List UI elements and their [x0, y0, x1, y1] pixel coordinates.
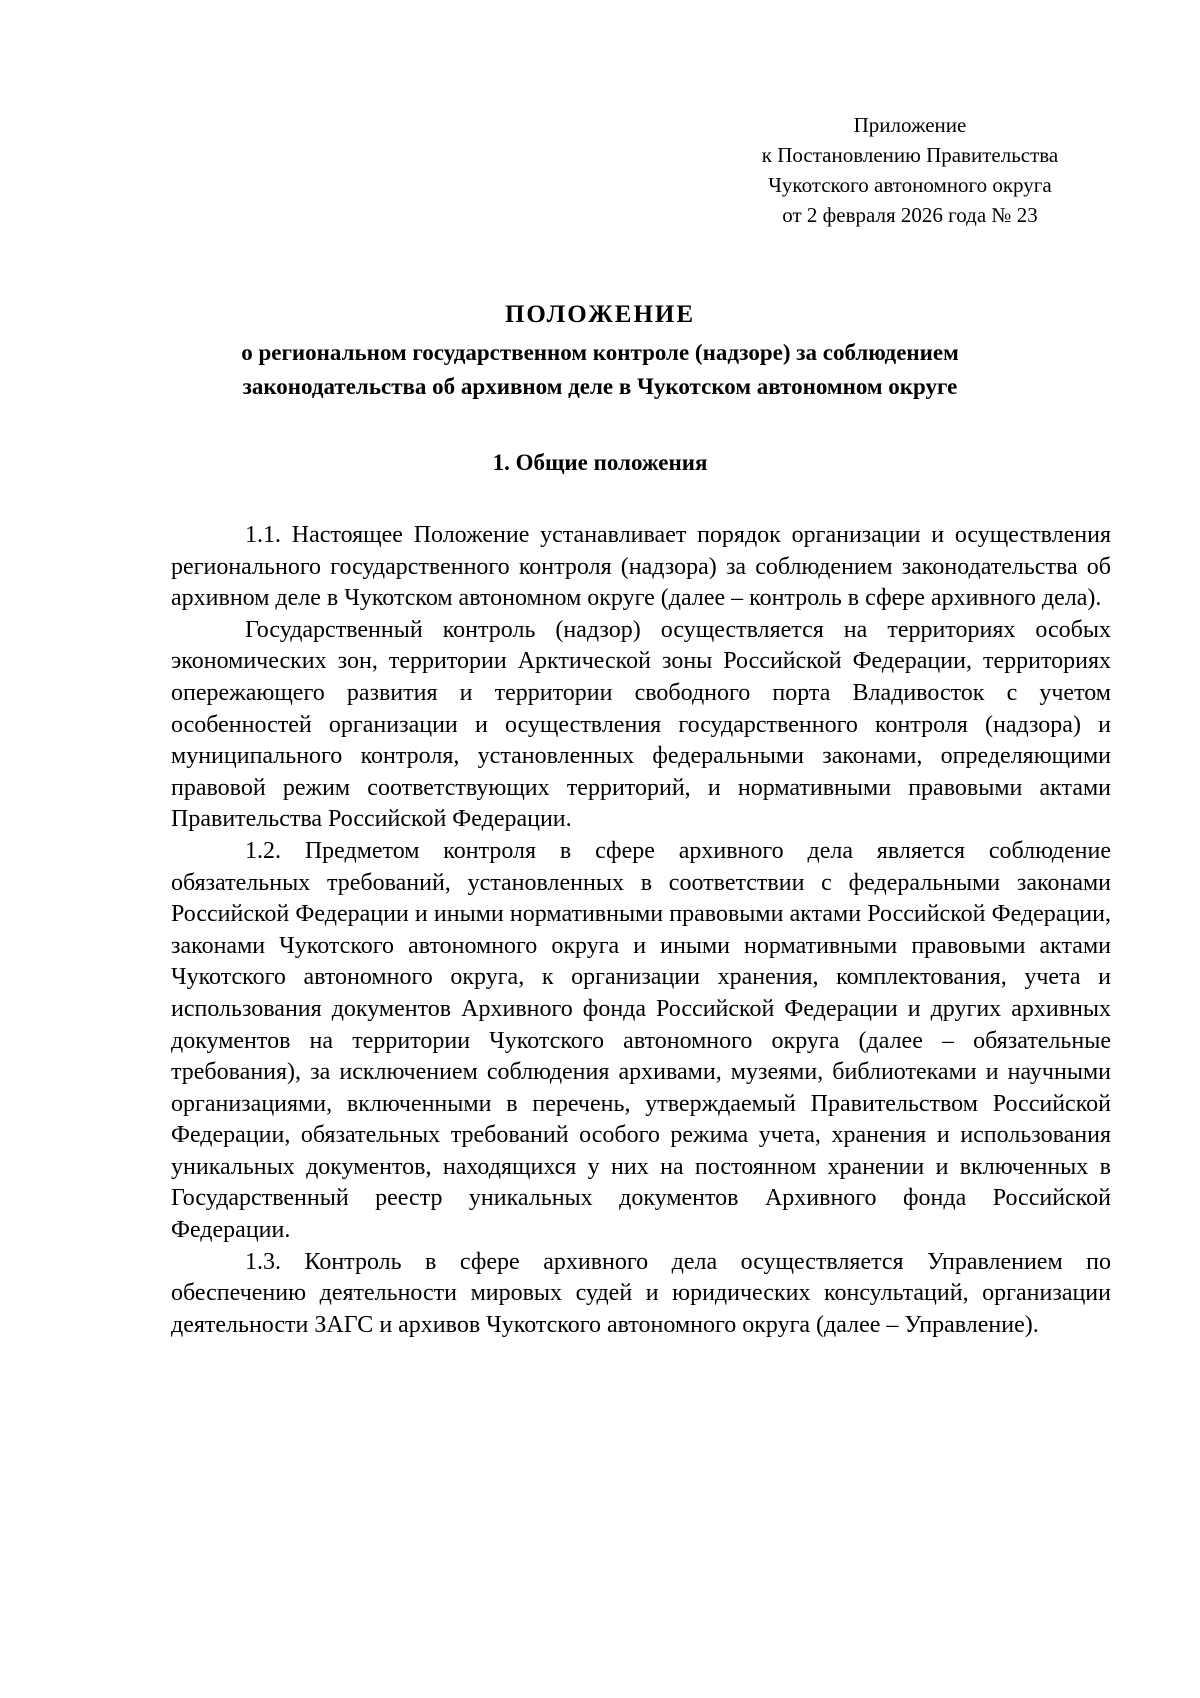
document-heading [150, 298, 1050, 404]
appendix-date-number: от 2 февраля 2026 года № 23 [782, 203, 1038, 227]
paragraph-1-1: 1.1. Настоящее Положение устанавливает порядок организации и осуществления регионального государственного контроля (надзора) за соблюдением законодательства об архивном деле в Чукотском автономном округе (далее – контроль в сфере архивного дела). [171, 522, 1111, 612]
appendix-block [700, 110, 1120, 230]
document-subtitle: о региональном государственном контроле (надзоре) за соблюдением законодательства об архивном деле в Чукотском автономном округе [241, 340, 959, 399]
appendix-region: Чукотского автономного округа [768, 173, 1052, 197]
appendix-label: Приложение [853, 113, 967, 137]
appendix-resolution-ref: к Постановлению Правительства [761, 143, 1059, 167]
section-heading: 1. Общие положения [492, 450, 708, 475]
document-title: ПОЛОЖЕНИЕ [504, 301, 696, 328]
document-body [171, 520, 1111, 1341]
paragraph-1-3: 1.3. Контроль в сфере архивного дела осуществляется Управлением по обеспечению деятельности мировых судей и юридических консультаций, организации деятельности ЗАГС и архивов Чукотского автономного округа (далее – Управление). [171, 1248, 1111, 1338]
paragraph-1-2: 1.2. Предметом контроля в сфере архивного дела является соблюдение обязательных требований, установленных в соответствии с федеральными законами Российской Федерации и иными нормативными правовыми актами Российской Федерации, законами Чукотского автономного округа и иными нормативными правовыми актами Чукотского автономного округа, к организации хранения, комплектования, учета и использования документов Архивного фонда Российской Федерации и других архивных документов на территории Чукотского автономного округа (далее – обязательные требования), за исключением соблюдения архивами, музеями, библиотеками и научными организациями, включенными в перечень, утверждаемый Правительством Российской Федерации, обязательных требований особого режима учета, хранения и использования уникальных документов, находящихся у них на постоянном хранении и включенных в Государственный реестр уникальных документов Архивного фонда Российской Федерации. [171, 837, 1111, 1244]
paragraph-territories: Государственный контроль (надзор) осуществляется на территориях особых экономических зон, территории Арктической зоны Российской Федерации, территориях опережающего развития и территории свободного порта Владивосток с учетом особенностей организации и осуществления государственного контроля (надзора) и муниципального контроля, установленных федеральными законами, определяющими правовой режим соответствующих территорий, и нормативными правовыми актами Правительства Российской Федерации. [171, 616, 1111, 833]
